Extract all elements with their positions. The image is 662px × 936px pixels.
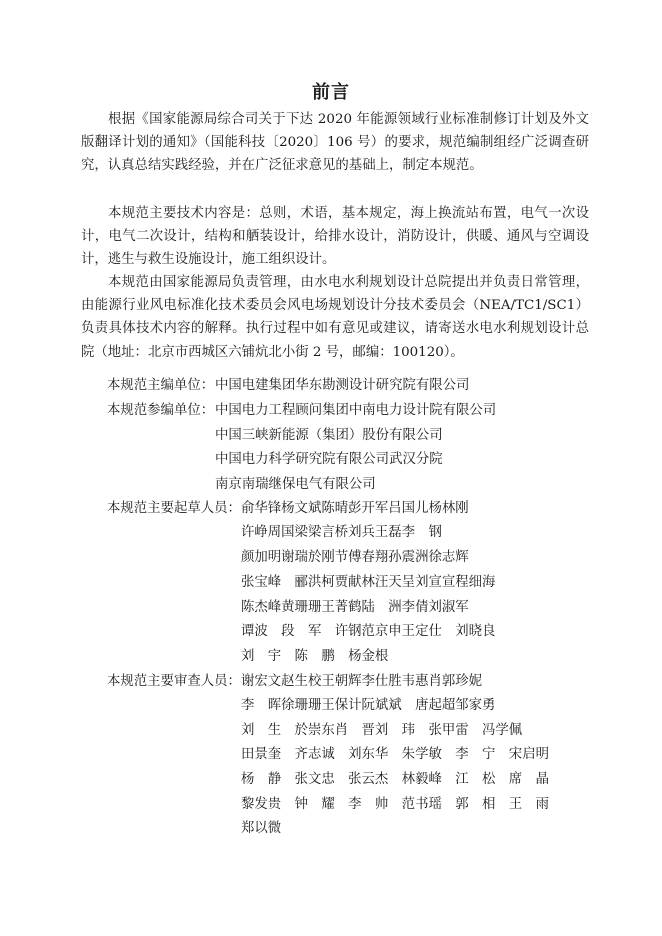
drafters-line: 俞华锋杨文斌陈晴彭开军吕国儿杨林刚 <box>241 501 469 516</box>
chief-unit-row <box>107 377 214 395</box>
reviewers-label: 本规范主要审查人员： <box>107 674 241 689</box>
reviewers-line: 田景奎 齐志诚 刘东华 朱学敏 李 宁 宋启明 <box>241 747 549 762</box>
reviewers-line: 郑以微 <box>241 821 282 836</box>
reviewers-line: 杨 静 张文忠 张云杰 林毅峰 江 松 席 晶 <box>241 772 549 787</box>
reviewers-line: 李 晖徐珊珊王保计阮斌斌 唐起超邹家勇 <box>241 698 496 713</box>
page-title: 前言 <box>312 82 350 103</box>
drafters-line: 许峥周国梁梁言桥刘兵王磊李 钢 <box>241 525 442 540</box>
intro-paragraph-basis: 根据《国家能源局综合司关于下达 2020 年能源领域行业标准制修订计划及外文版翻译计划的通知》（国能科技〔2020〕106 号）的要求，规范编制组经广泛调查研究，认真总结实践经验，并在广泛征求意见的基础上，制定本规范。 <box>81 112 589 174</box>
participating-unit-item: 中国电力科学研究院有限公司武汉分院 <box>215 452 443 467</box>
reviewers-line: 黎发贵 钟 耀 李 帅 范书瑶 郭 相 王 雨 <box>241 797 549 812</box>
drafters-line: 谭波 段 军 许钢范京申王定仕 刘晓良 <box>241 624 496 639</box>
reviewers-row <box>107 673 241 691</box>
drafters-line: 张宝峰 郦洪柯贾献林汪天呈刘宣宣程细海 <box>241 575 496 590</box>
intro-paragraph-management: 本规范由国家能源局负责管理，由水电水利规划设计总院提出并负责日常管理，由能源行业风电标准化技术委员会风电场规划设计分技术委员会（NEA/TC1/SC1）负责具体技术内容的解释。执行过程中如有意见或建议，请寄送水电水利规划设计总院（地址：北京市西城区六铺炕北小街 2 号，邮编：100120）。 <box>81 275 589 360</box>
reviewers-line: 刘 生 於崇东肖 晋刘 玮 张甲雷 冯学佩 <box>241 723 523 738</box>
intro-paragraph-content: 本规范主要技术内容是：总则，术语，基本规定，海上换流站布置，电气一次设计，电气二次设计，结构和舾装设计，给排水设计，消防设计，供暖、通风与空调设计，逃生与救生设施设计，施工组织设计。 <box>81 206 589 268</box>
drafters-label: 本规范主要起草人员： <box>107 501 241 516</box>
participating-unit-item: 南京南瑞继保电气有限公司 <box>215 477 376 492</box>
chief-unit-value: 中国电建集团华东勘测设计研究院有限公司 <box>215 378 470 393</box>
reviewers-line: 谢宏文赵生校王朝辉李仕胜韦惠肖郭珍妮 <box>241 674 483 689</box>
drafters-line: 颜加明谢瑞於刚节傅春翔孙震洲徐志辉 <box>241 550 469 565</box>
participating-units-label: 本规范参编单位： <box>107 403 215 418</box>
drafters-line: 刘 宇 陈 鹏 杨金根 <box>241 649 389 664</box>
participating-unit-item: 中国电力工程顾问集团中南电力设计院有限公司 <box>215 403 497 418</box>
participating-unit-item: 中国三峡新能源（集团）股份有限公司 <box>215 428 443 443</box>
chief-unit-label: 本规范主编单位： <box>107 378 215 393</box>
drafters-row <box>107 500 241 518</box>
participating-units-row <box>107 402 214 420</box>
drafters-line: 陈杰峰黄珊珊王菁鹤陆 洲李倩刘淑军 <box>241 600 469 615</box>
